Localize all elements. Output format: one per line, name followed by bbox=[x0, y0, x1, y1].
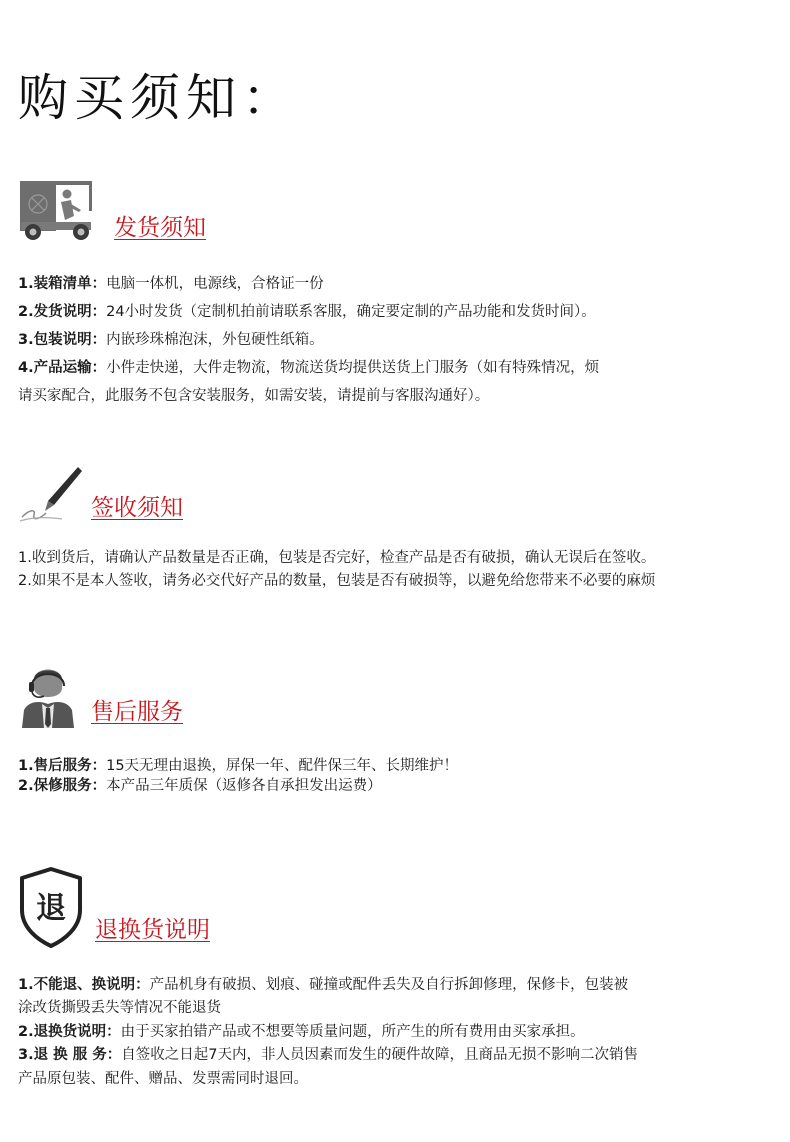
text-line: 2.保修服务：本产品三年质保（返修各自承担发出运费） bbox=[18, 778, 382, 794]
pen-signature-icon bbox=[18, 465, 84, 525]
text-line: 请买家配合，此服务不包含安装服务，如需安装，请提前与客服沟通好）。 bbox=[18, 388, 490, 404]
return-shield-icon bbox=[18, 866, 84, 948]
return-char: 退 bbox=[36, 891, 66, 926]
section-heading: 退换货说明 bbox=[95, 917, 210, 943]
text-line: 3.包装说明：内嵌珍珠棉泡沫，外包硬性纸箱。 bbox=[18, 332, 324, 348]
customer-service-agent-icon bbox=[20, 658, 76, 728]
text-line: 涂改货撕毁丢失等情况不能退货 bbox=[18, 1000, 221, 1016]
text-line: 4.产品运输：小件走快递，大件走物流，物流送货均提供送货上门服务（如有特殊情况，烦 bbox=[18, 360, 600, 376]
section-heading: 售后服务 bbox=[91, 699, 183, 725]
section-heading: 签收须知 bbox=[91, 495, 183, 521]
page-title: 购买须知： bbox=[18, 69, 298, 127]
text-line: 2.退换货说明：由于买家拍错产品或不想要等质量问题，所产生的所有费用由买家承担。 bbox=[18, 1024, 585, 1040]
text-line: 2.如果不是本人签收，请务必交代好产品的数量，包装是否有破损等，以避免给您带来不必要的麻烦 bbox=[18, 573, 656, 589]
text-line: 2.发货说明：24小时发货（定制机拍前请联系客服，确定要定制的产品功能和发货时间）。 bbox=[18, 304, 596, 320]
text-line: 1.售后服务：15天无理由退换，屏保一年、配件保三年、长期维护！ bbox=[18, 758, 459, 774]
text-line: 3.退 换 服 务：自签收之日起7天内，非人员因素而发生的硬件故障，且商品无损不影响二次销售 bbox=[18, 1047, 638, 1063]
delivery-truck-icon bbox=[19, 180, 93, 242]
text-line: 1.装箱清单：电脑一体机，电源线，合格证一份 bbox=[18, 276, 324, 292]
text-line: 1.收到货后，请确认产品数量是否正确，包装是否完好，检查产品是否有破损，确认无误后在签收。 bbox=[18, 550, 656, 566]
text-line: 产品原包装、配件、赠品、发票需同时退回。 bbox=[18, 1071, 308, 1087]
section-heading: 发货须知 bbox=[114, 215, 206, 241]
text-line: 1.不能退、换说明：产品机身有破损、划痕、碰撞或配件丢失及自行拆卸修理，保修卡，包装被 bbox=[18, 977, 629, 993]
